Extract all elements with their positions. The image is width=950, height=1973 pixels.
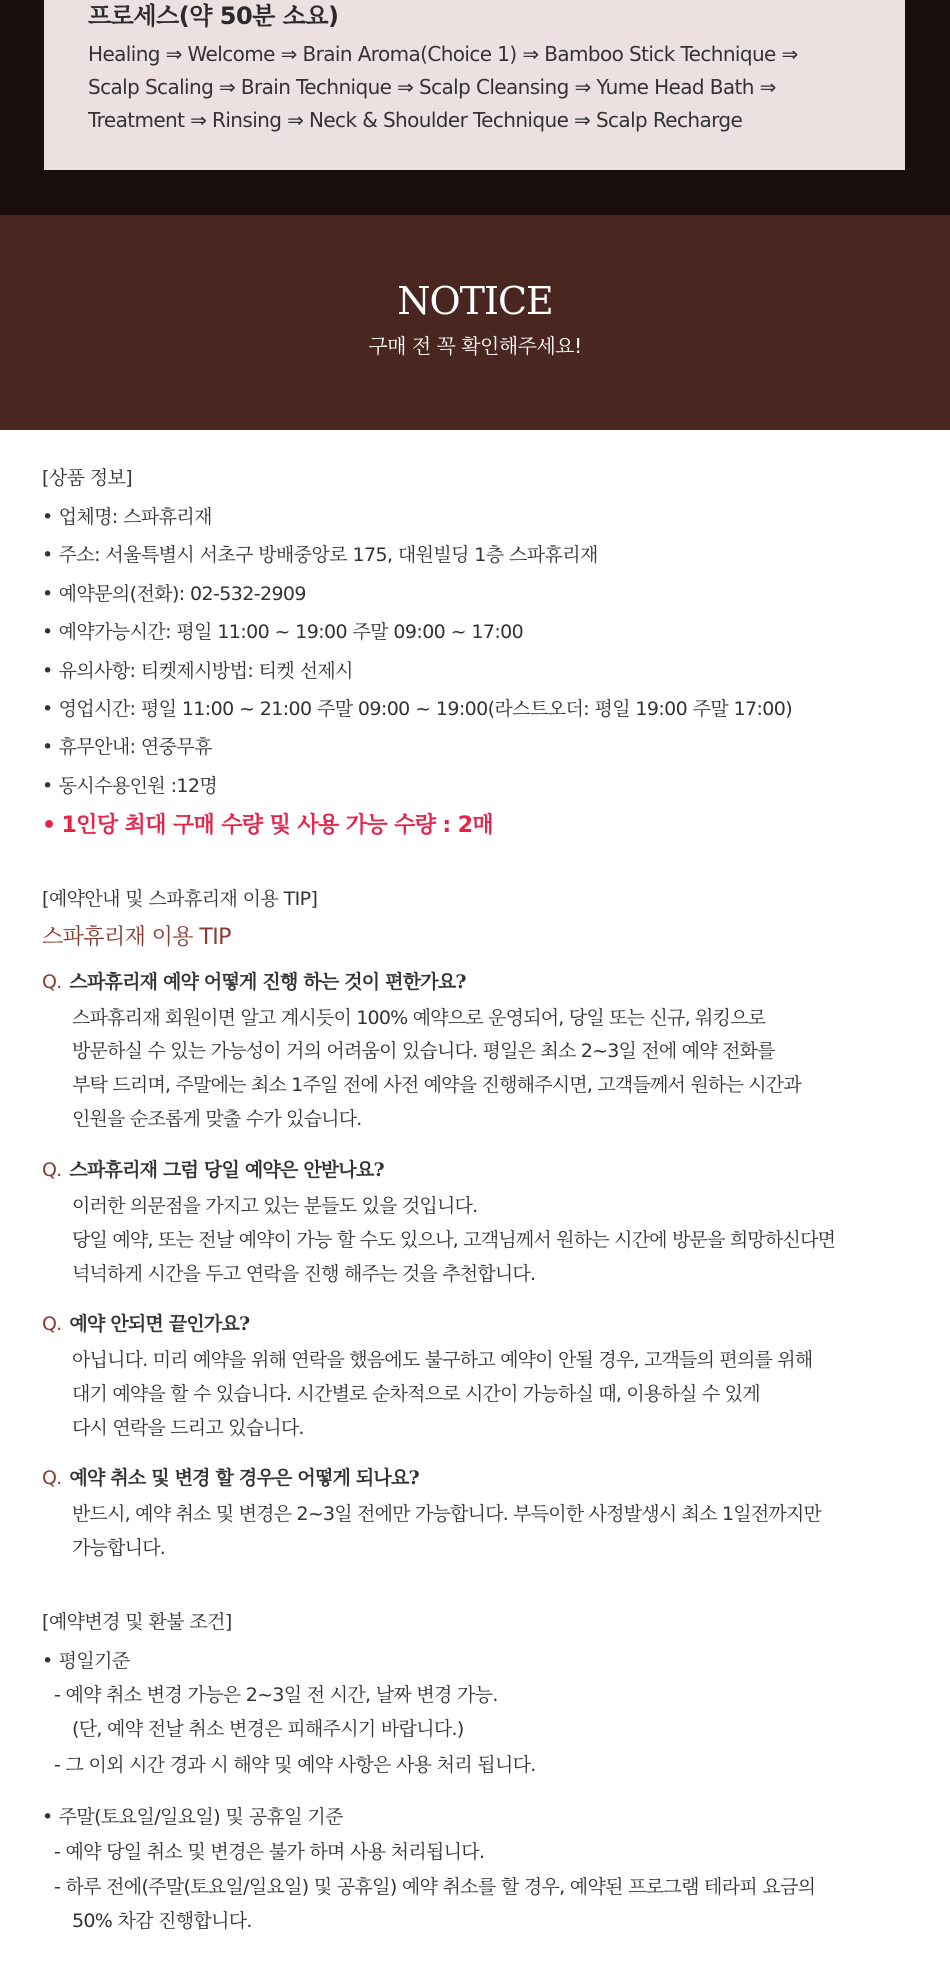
q-mark: Q. bbox=[42, 1313, 62, 1335]
process-box bbox=[44, 0, 905, 170]
faq-answer-line: 넉넉하게 시간을 두고 연락을 진행 해주는 것을 추천합니다. bbox=[72, 1263, 536, 1285]
question-text: 스파휴리재 그럼 당일 예약은 안받나요? bbox=[69, 1159, 384, 1181]
faq-question bbox=[42, 1309, 249, 1336]
info-item: • 동시수용인원 :12명 bbox=[42, 771, 217, 798]
info-item: • 예약문의(전화): 02-532-2909 bbox=[42, 579, 306, 606]
faq-answer-line: 방문하실 수 있는 가능성이 거의 어려움이 있습니다. 평일은 최소 2~3일 전에 예약 전화를 bbox=[72, 1040, 775, 1062]
tips-heading: [예약안내 및 스파휴리재 이용 TIP] bbox=[42, 888, 318, 910]
weekday-title: • 평일기준 bbox=[42, 1646, 130, 1673]
faq-answer-line: 이러한 의문점을 가지고 있는 분들도 있을 것입니다. bbox=[72, 1195, 478, 1217]
faq-answer-line: 대기 예약을 할 수 있습니다. 시간별로 순차적으로 시간이 가능하실 때, 이용하실 수 있게 bbox=[72, 1383, 760, 1405]
weekday-line: (단, 예약 전날 취소 변경은 피해주시기 바랍니다.) bbox=[72, 1718, 464, 1740]
faq-answer-line: 아닙니다. 미리 예약을 위해 연락을 했음에도 불구하고 예약이 안될 경우, 고객들의 편의를 위해 bbox=[72, 1349, 813, 1371]
info-item: • 영업시간: 평일 11:00 ~ 21:00 주말 09:00 ~ 19:00(라스트오더: 평일 19:00 주말 17:00) bbox=[42, 694, 792, 721]
faq-answer-line: 인원을 순조롭게 맞출 수가 있습니다. bbox=[72, 1108, 362, 1130]
notice-banner bbox=[0, 215, 950, 430]
faq-answer-line: 다시 연락을 드리고 있습니다. bbox=[72, 1417, 304, 1439]
process-title: 프로세스(약 50분 소요) bbox=[88, 2, 339, 30]
info-item: • 유의사항: 티켓제시방법: 티켓 선제시 bbox=[42, 656, 353, 683]
notice-content bbox=[0, 430, 950, 1973]
info-item: • 주소: 서울특별시 서초구 방배중앙로 175, 대원빌딩 1층 스파휴리재 bbox=[42, 540, 598, 567]
faq-answer-line: 반드시, 예약 취소 및 변경은 2~3일 전에만 가능합니다. 부득이한 사정발생시 최소 1일전까지만 bbox=[72, 1503, 822, 1525]
faq-answer-line: 부탁 드리며, 주말에는 최소 1주일 전에 사전 예약을 진행해주시면, 고객들께서 원하는 시간과 bbox=[72, 1074, 801, 1096]
process-line: Scalp Scaling ⇒ Brain Technique ⇒ Scalp Cleansing ⇒ Yume Head Bath ⇒ bbox=[88, 75, 776, 99]
info-item: • 업체명: 스파휴리재 bbox=[42, 502, 212, 529]
question-text: 예약 취소 및 변경 할 경우은 어떻게 되나요? bbox=[69, 1467, 419, 1489]
faq-answer-line: 스파휴리재 회원이면 알고 계시듯이 100% 예약으로 운영되어, 당일 또는 신규, 워킹으로 bbox=[72, 1007, 766, 1029]
process-section bbox=[0, 0, 950, 215]
faq-question bbox=[42, 1155, 384, 1182]
refund-heading: [예약변경 및 환불 조건] bbox=[42, 1611, 232, 1633]
question-text: 스파휴리재 예약 어떻게 진행 하는 것이 편한가요? bbox=[69, 971, 466, 993]
faq-answer-line: 가능합니다. bbox=[72, 1537, 166, 1559]
weekday-line: - 예약 취소 변경 가능은 2~3일 전 시간, 날짜 변경 가능. bbox=[54, 1684, 498, 1706]
q-mark: Q. bbox=[42, 1467, 62, 1489]
info-item: • 휴무안내: 연중무휴 bbox=[42, 732, 212, 759]
q-mark: Q. bbox=[42, 1159, 62, 1181]
faq-question bbox=[42, 967, 466, 994]
process-line: Healing ⇒ Welcome ⇒ Brain Aroma(Choice 1) ⇒ Bamboo Stick Technique ⇒ bbox=[88, 42, 798, 66]
process-line: Treatment ⇒ Rinsing ⇒ Neck & Shoulder Technique ⇒ Scalp Recharge bbox=[88, 108, 743, 132]
weekday-line: - 그 이외 시간 경과 시 해약 및 예약 사항은 사용 처리 됩니다. bbox=[54, 1754, 536, 1776]
weekend-line: - 예약 당일 취소 및 변경은 불가 하며 사용 처리됩니다. bbox=[54, 1841, 485, 1863]
product-info-heading: [상품 정보] bbox=[42, 467, 133, 489]
info-item: • 예약가능시간: 평일 11:00 ~ 19:00 주말 09:00 ~ 17:00 bbox=[42, 617, 523, 644]
faq-answer-line: 당일 예약, 또는 전날 예약이 가능 할 수도 있으나, 고객님께서 원하는 시간에 방문을 희망하신다면 bbox=[72, 1229, 836, 1251]
q-mark: Q. bbox=[42, 971, 62, 993]
weekend-title: • 주말(토요일/일요일) 및 공휴일 기준 bbox=[42, 1802, 343, 1829]
notice-title: NOTICE bbox=[397, 279, 553, 323]
faq-question bbox=[42, 1463, 419, 1490]
tips-subheading: 스파휴리재 이용 TIP bbox=[42, 925, 231, 950]
purchase-limit-notice: • 1인당 최대 구매 수량 및 사용 가능 수량 : 2매 bbox=[42, 808, 493, 839]
notice-subtitle: 구매 전 꼭 확인해주세요! bbox=[368, 334, 582, 358]
weekend-line: - 하루 전에(주말(토요일/일요일) 및 공휴일) 예약 취소를 할 경우, 예약된 프로그램 테라피 요금의 bbox=[54, 1876, 816, 1898]
weekend-line: 50% 차감 진행합니다. bbox=[72, 1910, 252, 1932]
question-text: 예약 안되면 끝인가요? bbox=[69, 1313, 250, 1335]
